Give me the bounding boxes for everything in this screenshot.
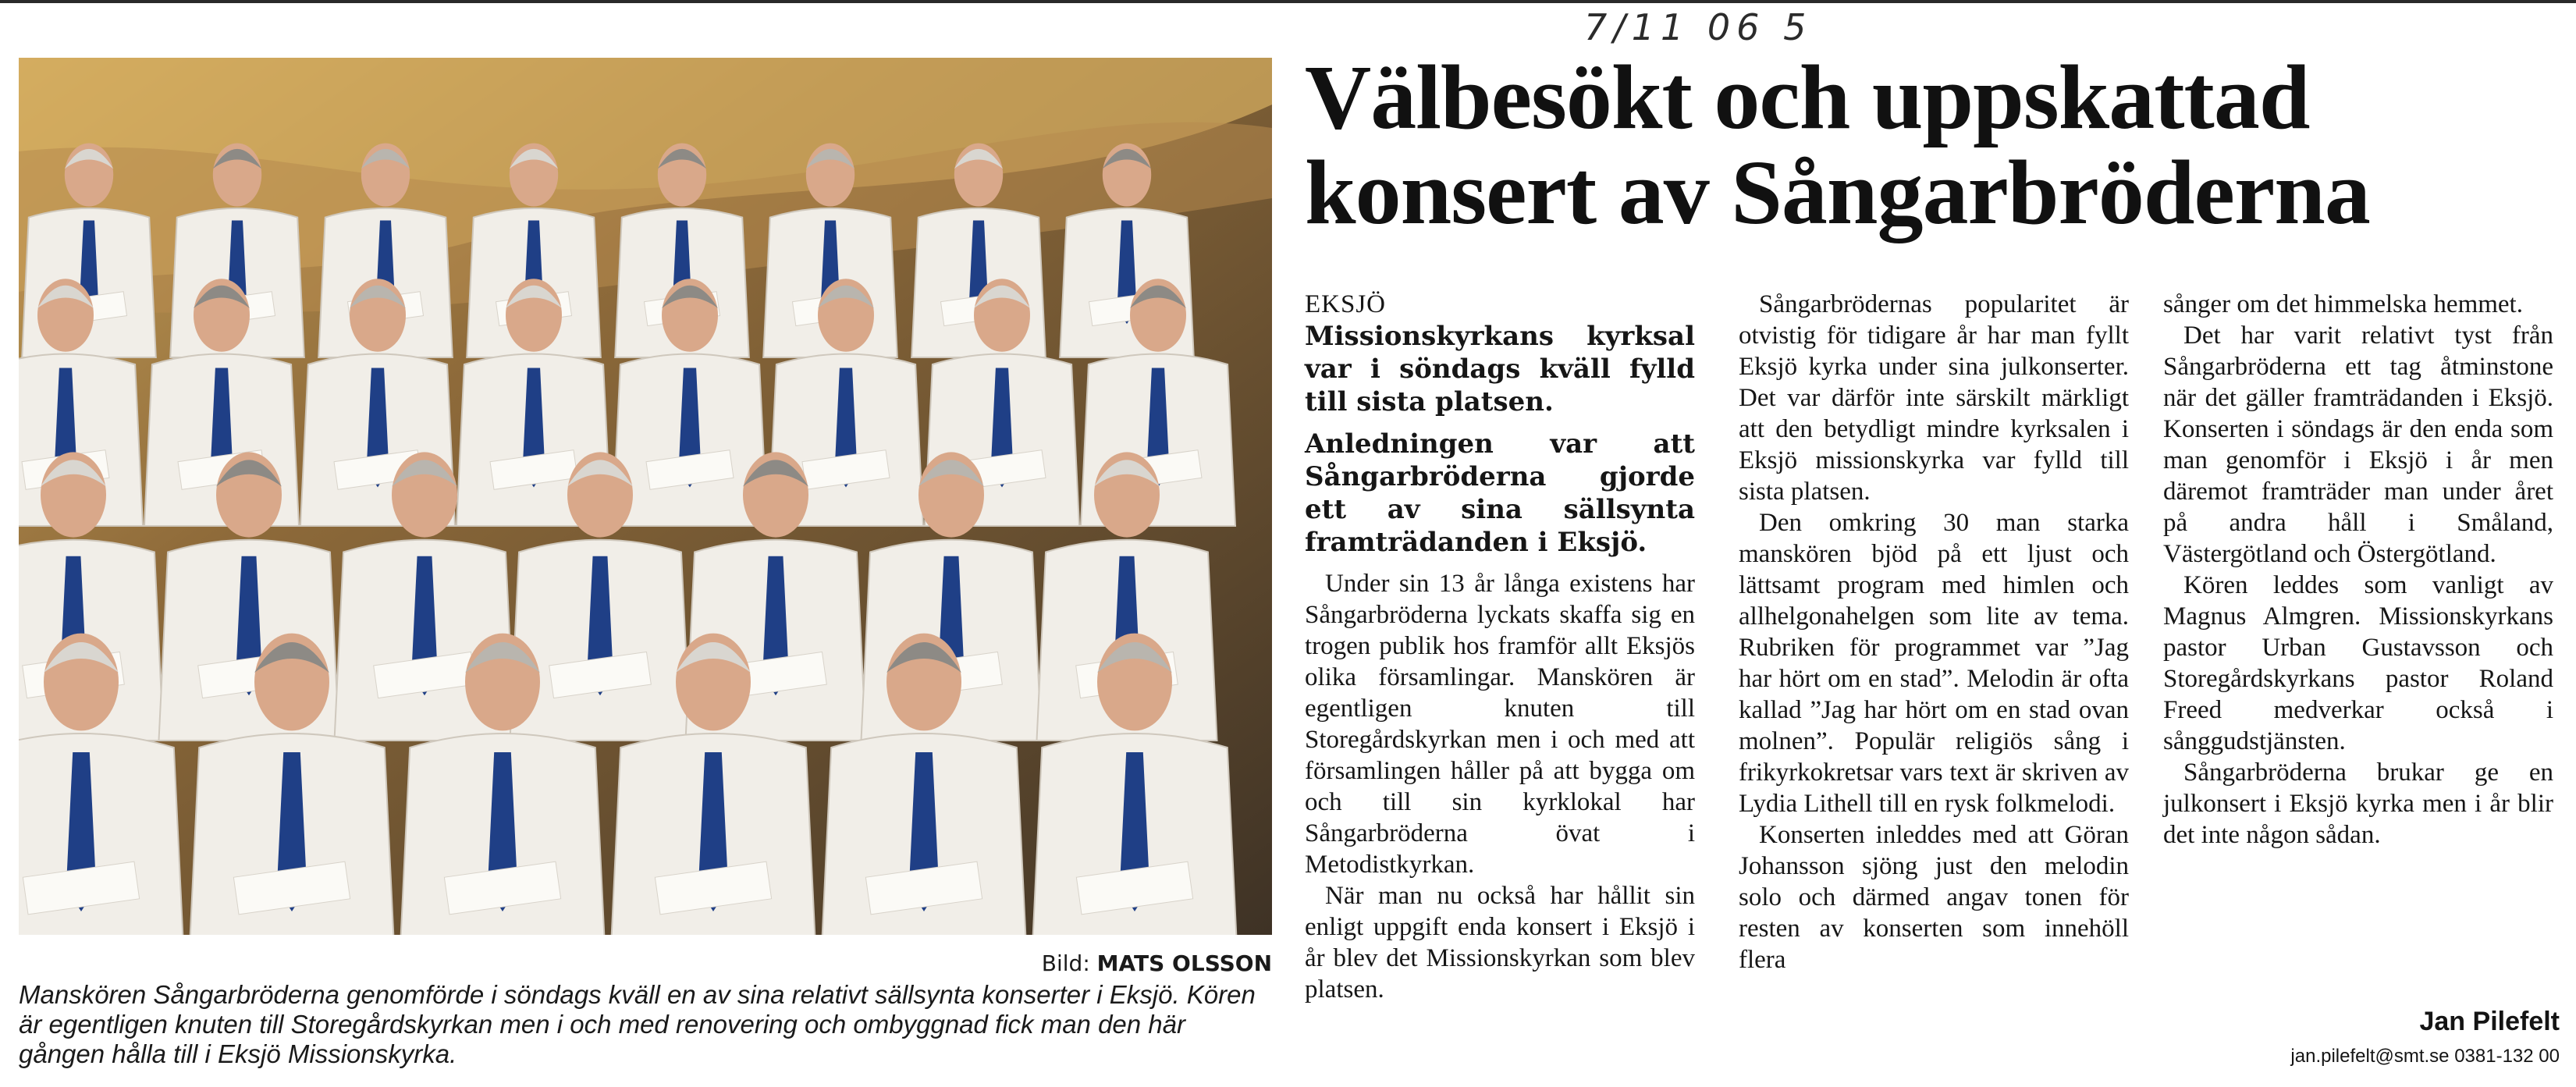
top-rule [0, 0, 2576, 3]
body-paragraph: Sångarbröderna brukar ge en julkonsert i Eksjö kyrka men i år blir det inte någon sådan. [2163, 758, 2553, 849]
body-paragraph: Sångarbrödernas popularitet är otvistig för tidigare år har man fyllt Eksjö kyrka under sina julkonserter. Det var därför inte särskilt märkligt att den betydligt mindre kyrksalen i Eksjö missionskyrka var fylld till sista platsen. [1739, 290, 2129, 506]
photo-credit-label: Bild: [1041, 950, 1090, 976]
body-paragraph: Det har varit relativt tyst från Sångarbröderna ett tag åtminstone när det gäller framträdanden i Eksjö. Konserten i söndags är den enda som man genomför i Eksjö i år men däremot framträder man under året på andra håll i Småland, Västergötland och Östergötland. [2163, 321, 2553, 568]
photo-caption: Manskören Sångarbröderna genomförde i söndags kväll en av sina relativt sällsynta konserter i Eksjö. Kören är egentligen knuten till Storegårdskyrkan men i och med renovering och ombyggnad fick man den här gången hålla till i Eksjö Missionskyrka. [19, 980, 1256, 1068]
body-paragraph: Den omkring 30 man starka manskören bjöd på ett ljust och lättsamt program med himlen och allhelgonahelgen som lite av tema. Rubriken för programmet var ”Jag har hört om en stad”. Melodin är ofta kallad ”Jag har hört om en stad ovan molnen”. Populär religiös sång i frikyrkokretsar vars text är skriven av Lydia Lithell till en rysk folkmelodi. [1739, 509, 2129, 818]
body-paragraph: sånger om det himmelska hemmet. [2163, 290, 2523, 318]
photographer-name: MATS OLSSON [1096, 950, 1272, 976]
photo-credit [858, 950, 1272, 976]
article-column-3 [2163, 289, 2553, 851]
body-paragraph: Konserten inleddes med att Göran Johansson sjöng just den melodin solo och därmed angav tonen för resten av konserten som innehöll flera [1739, 821, 2129, 974]
article-column-1 [1305, 289, 1695, 1005]
lede-paragraph: Missionskyrkans kyrksal var i söndags kväll fylld till sista platsen. [1305, 321, 1695, 417]
byline-author: Jan Pilefelt [2419, 1007, 2560, 1036]
body-paragraph: Under sin 13 år långa existens har Sångarbröderna lyckats skaffa sig en trogen publik hos framför allt Eksjös olika församlingar. Manskören är egentligen knuten till Storegårdskyrkan men i och med att församlingen håller på att bygga om och till sin kyrklokal har Sångarbröderna övat i Metodistkyrkan. [1305, 570, 1695, 879]
choir-photo [19, 58, 1272, 935]
byline-contact: jan.pilefelt@smt.se 0381-132 00 [2290, 1046, 2560, 1067]
lede-paragraph: Anledningen var att Sångarbröderna gjorde ett av sina sällsynta framträdanden i Eksjö. [1305, 428, 1695, 558]
handwritten-date-note: 7/11 06 5 [1584, 6, 1813, 48]
body-paragraph: Kören leddes som vanligt av Magnus Almgren. Missionskyrkans pastor Urban Gustavsson och Storegårdskyrkans pastor Roland Freed medverkar också i sånggudstjänsten. [2163, 571, 2553, 755]
body-paragraph: När man nu också har hållit sin enligt uppgift enda konsert i Eksjö i år blev det Missionskyrkan som blev platsen. [1305, 882, 1695, 1004]
dateline: EKSJÖ [1305, 290, 1387, 318]
article-column-2 [1739, 289, 2129, 975]
article-headline: Välbesökt och uppskattad konsert av Sångarbröderna [1305, 46, 2370, 243]
